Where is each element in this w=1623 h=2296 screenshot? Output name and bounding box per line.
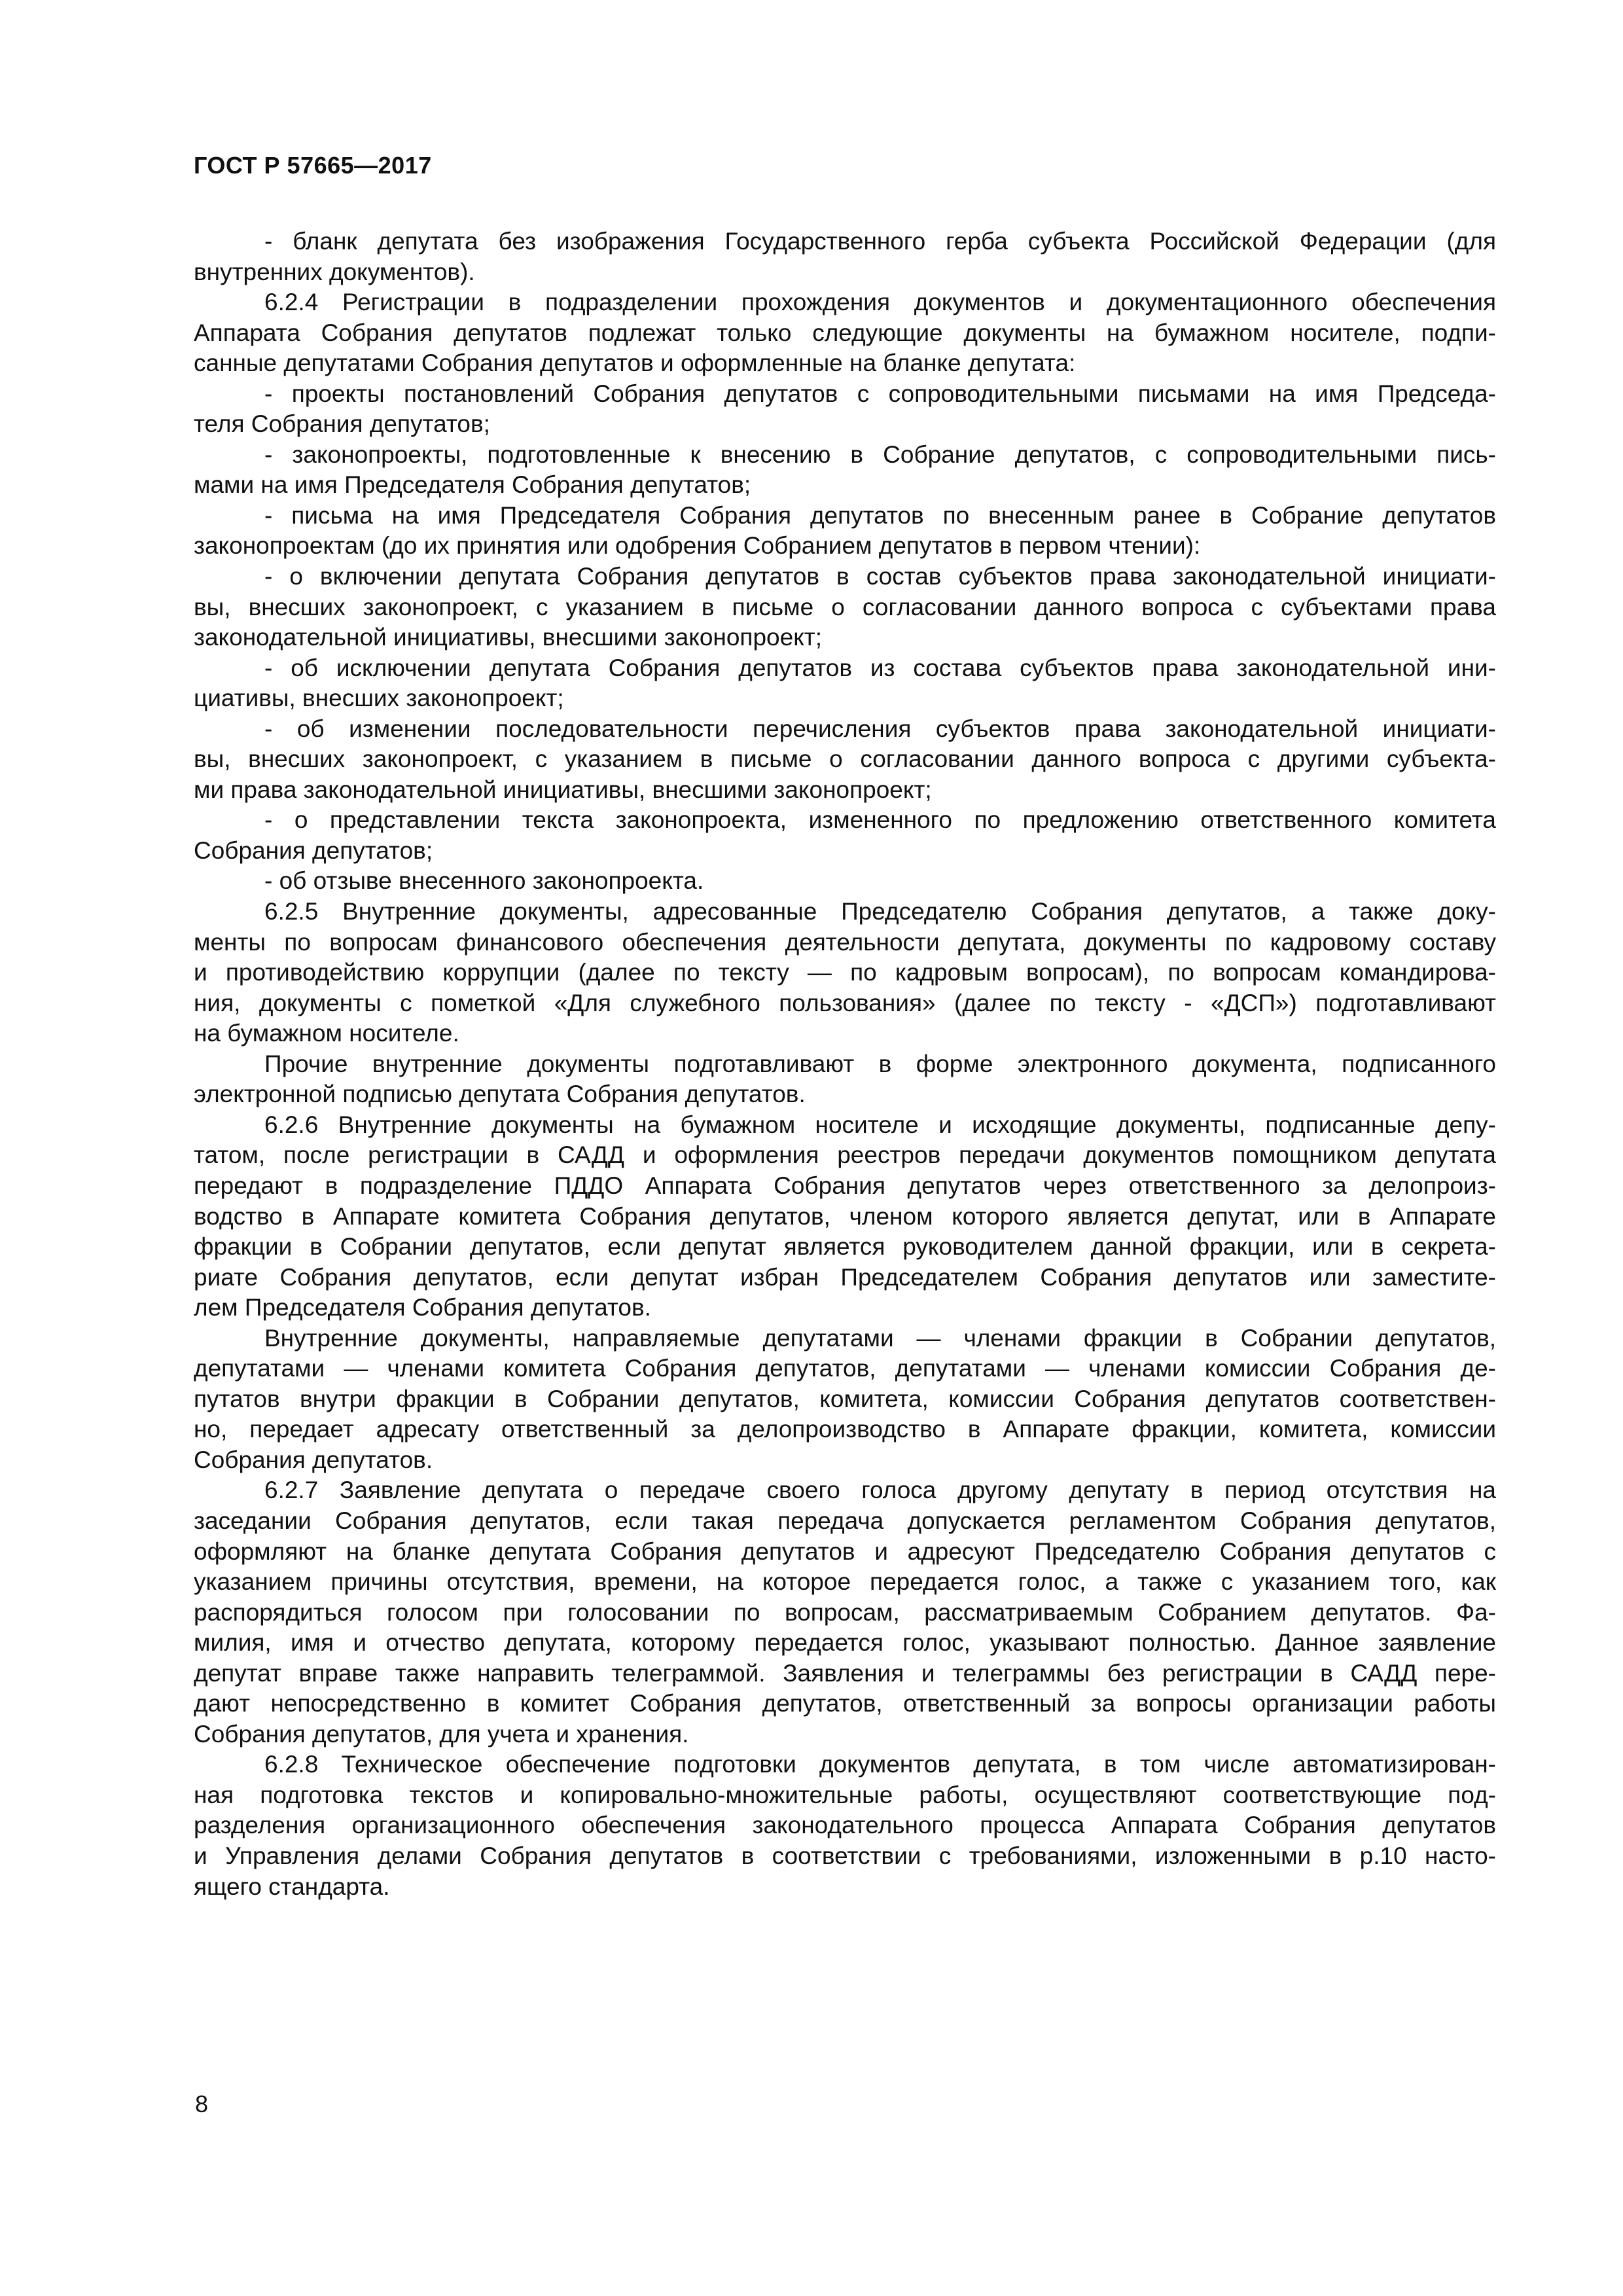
text-line: ящего стандарта. (194, 1873, 390, 1900)
text-line: законодательной инициативы, внесшими законопроект; (194, 624, 823, 651)
text-line: милия, имя и отчество депутата, которому передается голос, указывают полностью. Данное заявление (194, 1629, 1496, 1657)
text-line: путатов внутри фракции в Собрании депутатов, комитета, комиссии Собрания депутатов соответствен- (194, 1385, 1496, 1412)
text-line: 6.2.4 Регистрации в подразделении прохождения документов и документационного обеспечения (264, 289, 1496, 316)
text-line: 6.2.8 Техническое обеспечение подготовки документов депутата, в том числе автоматизирован- (264, 1751, 1496, 1778)
text-line: указанием причины отсутствия, времени, на которое передается голос, а также с указанием того, как (194, 1568, 1496, 1596)
text-line: заседании Собрания депутатов, если такая передача допускается регламентом Собрания депутатов, (194, 1507, 1496, 1534)
text-line: Собрания депутатов. (194, 1446, 433, 1473)
text-line: Прочие внутренние документы подготавливают в форме электронного документа, подписанного (264, 1050, 1496, 1077)
text-line: передают в подразделение ПДДО Аппарата Собрания депутатов через ответственного за делопроиз- (194, 1172, 1496, 1199)
text-line: Собрания депутатов, для учета и хранения. (194, 1720, 689, 1748)
text-line: Собрания депутатов; (194, 836, 433, 864)
text-line: депутатами — членами комитета Собрания депутатов, депутатами — членами комиссии Собрания де- (194, 1355, 1496, 1382)
text-line: мами на имя Председателя Собрания депутатов; (194, 471, 751, 499)
text-line: менты по вопросам финансового обеспечения деятельности депутата, документы по кадровому составу (194, 928, 1496, 956)
text-line: водство в Аппарате комитета Собрания депутатов, членом которого является депутат, или в Аппарате (194, 1202, 1496, 1230)
page-number: 8 (195, 2090, 209, 2117)
text-line: и Управления делами Собрания депутатов в соответствии с требованиями, изложенными в р.10 насто- (194, 1842, 1496, 1869)
text-line: - о представлении текста законопроекта, измененного по предложению ответственного комитета (264, 806, 1496, 834)
text-line: 6.2.5 Внутренние документы, адресованные Председателю Собрания депутатов, а также доку- (264, 898, 1496, 925)
text-line: электронной подписью депутата Собрания депутатов. (194, 1081, 806, 1108)
text-line: фракции в Собрании депутатов, если депутат является руководителем данной фракции, или в секрета- (194, 1233, 1496, 1261)
text-line: но, передает адресату ответственный за делопроизводство в Аппарате фракции, комитета, комиссии (194, 1416, 1496, 1443)
text-line: ния, документы с пометкой «Для служебного пользования» (далее по тексту - «ДСП») подготавливают (194, 989, 1496, 1016)
text-line: - проекты постановлений Собрания депутатов с сопроводительными письмами на имя Председа- (264, 380, 1496, 407)
text-line: распорядиться голосом при голосовании по вопросам, рассматриваемым Собранием депутатов. Фа- (194, 1598, 1496, 1626)
text-line: ная подготовка текстов и копировально-множительные работы, осуществляют соответствующие под- (194, 1781, 1496, 1808)
text-line: Аппарата Собрания депутатов подлежат только следующие документы на бумажном носителе, подпи- (194, 319, 1496, 346)
text-line: татом, после регистрации в САДД и оформления реестров передачи документов помощником депутата (194, 1141, 1496, 1169)
text-line: дают непосредственно в комитет Собрания депутатов, ответственный за вопросы организации работы (194, 1690, 1496, 1717)
text-line: законопроектам (до их принятия или одобрения Собранием депутатов в первом чтении): (194, 532, 1201, 560)
text-line: ми права законодательной инициативы, внесшими законопроект; (194, 776, 932, 803)
text-line: - о включении депутата Собрания депутатов в состав субъектов права законодательной инициати- (264, 563, 1496, 590)
text-line: риате Собрания депутатов, если депутат избран Председателем Собрания депутатов или заместите- (194, 1263, 1496, 1291)
text-line: на бумажном носителе. (194, 1020, 459, 1047)
standard-header: ГОСТ Р 57665—2017 (194, 152, 432, 179)
text-line: 6.2.7 Заявление депутата о передаче своего голоса другому депутату в период отсутствия на (264, 1477, 1496, 1504)
text-line: депутат вправе также направить телеграммой. Заявления и телеграммы без регистрации в САДД пере- (194, 1659, 1496, 1687)
text-line: - законопроекты, подготовленные к внесению в Собрание депутатов, с сопроводительными пись- (264, 440, 1496, 468)
text-line: 6.2.6 Внутренние документы на бумажном носителе и исходящие документы, подписанные депу- (264, 1111, 1496, 1138)
text-line: и противодействию коррупции (далее по тексту — по кадровым вопросам), по вопросам командирова- (194, 959, 1496, 986)
text-line: теля Собрания депутатов; (194, 410, 490, 438)
text-line: вы, внесших законопроект, с указанием в письме о согласовании данного вопроса с другими субъекта- (194, 745, 1496, 773)
text-line: внутренних документов). (194, 258, 475, 285)
text-line: - письма на имя Председателя Собрания депутатов по внесенным ранее в Собрание депутатов (264, 501, 1496, 529)
text-line: - бланк депутата без изображения Государственного герба субъекта Российской Федерации (для (264, 228, 1496, 255)
text-line: лем Председателя Собрания депутатов. (194, 1294, 651, 1321)
text-line: Внутренние документы, направляемые депутатами — членами фракции в Собрании депутатов, (264, 1324, 1496, 1352)
text-line: оформляют на бланке депутата Собрания депутатов и адресуют Председателю Собрания депутатов с (194, 1537, 1496, 1565)
text-line: санные депутатами Собрания депутатов и оформленные на бланке депутата: (194, 350, 1076, 377)
document-body (194, 226, 1496, 1902)
text-line: - об исключении депутата Собрания депутатов из состава субъектов права законодательной ини- (264, 654, 1496, 681)
text-line: - об отзыве внесенного законопроекта. (264, 867, 704, 895)
text-line: - об изменении последовательности перечисления субъектов права законодательной инициати- (264, 715, 1496, 742)
text-line: вы, внесших законопроект, с указанием в письме о согласовании данного вопроса с субъектами права (194, 593, 1496, 620)
text-line: разделения организационного обеспечения законодательного процесса Аппарата Собрания депутатов (194, 1812, 1496, 1839)
text-line: циативы, внесших законопроект; (194, 685, 564, 712)
